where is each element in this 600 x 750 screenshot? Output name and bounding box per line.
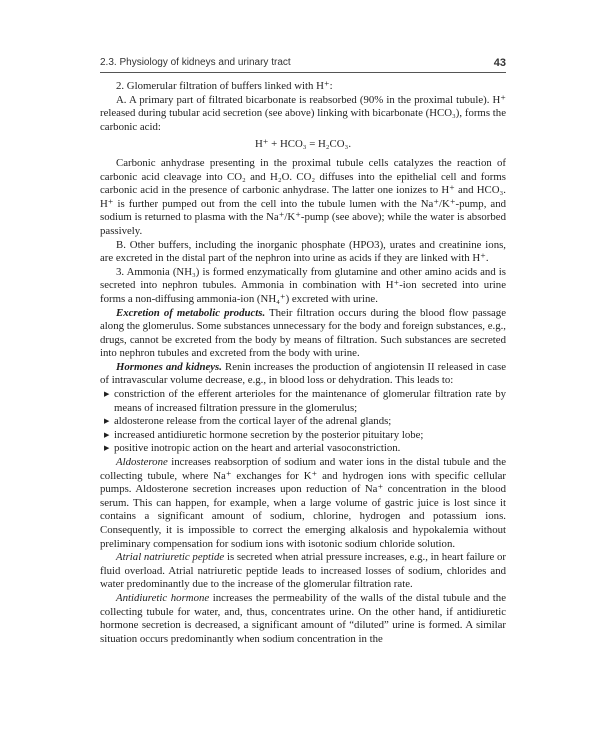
hormones-heading: Hormones and kidneys. [116, 360, 222, 373]
list-item-text: aldosterone release from the cortical layer of the adrenal glands; [114, 415, 392, 428]
triangle-bullet-icon: ▶ [104, 417, 110, 426]
list-item-text: increased antidiuretic hormone secretion by the posterior pituitary lobe; [114, 428, 424, 441]
list-item [100, 415, 506, 429]
list-item-text: constriction of the efferent arterioles for the maintenance of glomerular filtration rate by means of increased filtration pressure in the glomerulus; [114, 388, 506, 414]
page-body [100, 80, 506, 646]
section-title: 2.3. Physiology of kidneys and urinary tract [100, 57, 291, 68]
excretion-text: Their filtration occurs during the blood flow passage along the glomerulus. Some substances unnecessary for the body and foreign substances, e.g., drugs, cannot be excreted from the body by means of filtration. Such substances are secreted into nephron tubules and excreted from the body with urine. [100, 306, 507, 360]
renin-effects-list [100, 388, 506, 456]
paragraph-other-buffers: B. Other buffers, including the inorganic phosphate (HPO3), urates and creatinine ions, are excreted in the distal part of the nephron into urine as acids if they are linked with H⁺. [100, 238, 506, 265]
antidiuretic-hormone-text: increases the permeability of the walls of the distal tubule and the collecting tubule for water, and, thus, concentrates urine. On the other hand, if antidiuretic hormone secretion is decreased, a significant amount of “diluted” urine is formed. A similar situation occurs predominantly when sodium concentration in the [100, 591, 507, 645]
paragraph-hormones [100, 361, 506, 388]
header-rule [100, 72, 506, 73]
hormones-text: Renin increases the production of angiotensin II released in case of intravascular volume decrease, e.g., in blood loss or dehydration. This leads to: [100, 360, 506, 387]
paragraph-aldosterone [100, 456, 506, 551]
triangle-bullet-icon: ▶ [104, 444, 110, 453]
antidiuretic-hormone-term: Antidiuretic hormone [116, 591, 210, 604]
running-header [100, 57, 506, 73]
paragraph-glomerular-filtration: 2. Glomerular filtration of buffers linked with H⁺: [116, 80, 333, 92]
excretion-heading: Excretion of metabolic products. [116, 306, 266, 319]
paragraph-antidiuretic-hormone [100, 592, 506, 646]
paragraph-bicarbonate: A. A primary part of filtrated bicarbonate is reabsorbed (90% in the proximal tubule). H⁺ released during tubular acid secretion (see above) linking with bicarbonate (HCO₃), forms the carbonic acid: [100, 93, 506, 133]
list-item [100, 442, 506, 456]
triangle-bullet-icon: ▶ [104, 390, 110, 399]
paragraph-excretion [100, 307, 506, 361]
natriuretic-peptide-text: is secreted when atrial pressure increases, e.g., in heart failure or fluid overload. Atrial natriuretic peptide leads to increased losses of sodium, chlorides and water predominantly due to the increase of the glomerular filtration rate. [100, 551, 507, 591]
paragraph-natriuretic-peptide [100, 551, 506, 592]
list-item-text: positive inotropic action on the heart and arterial vasoconstriction. [114, 442, 401, 455]
natriuretic-peptide-term: Atrial natriuretic peptide [116, 551, 225, 564]
aldosterone-term: Aldosterone [116, 456, 168, 469]
paragraph-ammonia: 3. Ammonia (NH₃) is formed enzymatically from glutamine and other amino acids and is secreted into nephron tubules. Ammonia in combination with H⁺-ion secreted into urine forms a non-diffusing ammonia-ion (NH₄⁺) excreted with urine. [100, 265, 506, 305]
carbonic-acid-formula: H⁺ + HCO₃ = H₂CO₃. [254, 138, 352, 151]
paragraph-carbonic-anhydrase: Carbonic anhydrase presenting in the proximal tubule cells catalyzes the reaction of carbonic acid cleavage into CO₂ and H₂O. CO₂ diffuses into the epithelial cell and forms carbonic acid in the presence of carbonic anhydrase. The latter one ionizes to H⁺ and HCO₃. H⁺ is further pumped out from the cell into the tubule lumen with the Na⁺/K⁺-pump, and sodium is returned to plasma with the Na⁺/K⁺-pump (see above); while the water is absorbed passively. [100, 156, 506, 237]
triangle-bullet-icon: ▶ [104, 430, 110, 439]
page-number: 43 [493, 57, 506, 69]
aldosterone-text: increases reabsorption of sodium and water ions in the distal tubule and the collecting tubule, where Na⁺ exchanges for K⁺ and hydrogen ions with specific cellular pumps. Aldosterone secretion increases upon reduction of Na⁺ concentration in the blood serum. This can happen, for example, when a large volume of gastric juice is lost since it contains a significant amount of sodium, chlorine, hydrogen and potassium ions. Consequently, it is impossible to correct the emerging alkalosis and hypokalemia without preliminary compensation for sodium ions with isotonic sodium chloride solution. [100, 456, 506, 550]
list-item [100, 429, 506, 443]
list-item [100, 388, 506, 415]
